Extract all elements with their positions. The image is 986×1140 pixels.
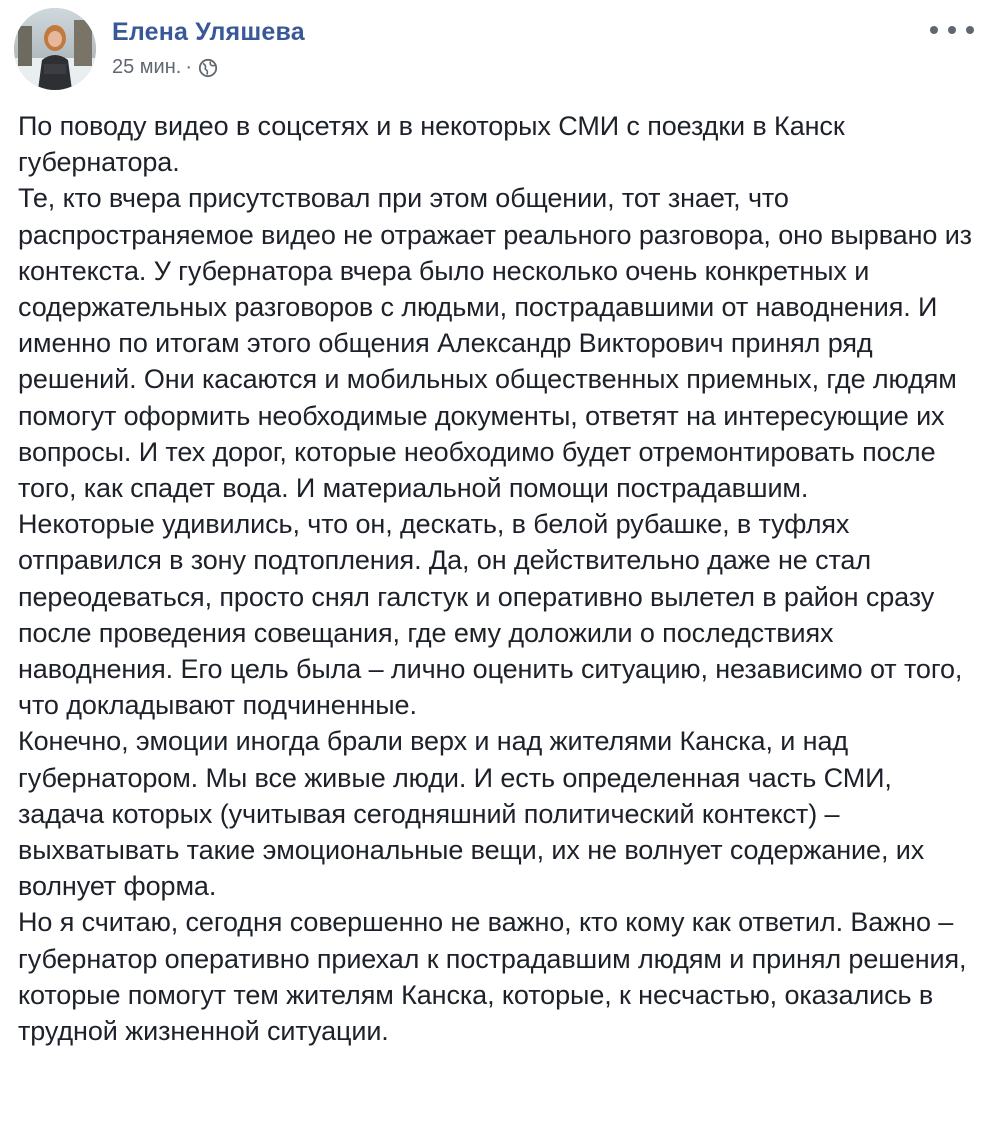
avatar-photo — [14, 8, 96, 90]
more-dot — [948, 26, 956, 34]
meta-separator: · — [185, 56, 192, 78]
more-options-icon[interactable] — [930, 18, 974, 42]
author-name[interactable]: Елена Уляшева — [112, 18, 305, 46]
post-time[interactable]: 25 мин. — [112, 56, 182, 78]
post-paragraph: Конечно, эмоции иногда брали верх и над жителями Канска, и над губернатором. Мы все живые люди. И есть определенная часть СМИ, задача которых (учитывая сегодняшний политический контекст) – выхватывать такие эмоциональные вещи, их не волнует содержание, их волнует форма. — [18, 726, 925, 902]
more-dot — [930, 26, 938, 34]
post-header — [14, 8, 974, 92]
avatar[interactable] — [14, 8, 96, 90]
more-dot — [966, 26, 974, 34]
post-paragraph: По поводу видео в соцсетях и в некоторых СМИ с поездки в Канск губернатора. — [18, 111, 845, 178]
post-paragraph: Некоторые удивились, что он, дескать, в белой рубашке, в туфлях отправился в зону подтопления. Да, он действительно даже не стал переодеваться, просто снял галстук и оперативно вылетел в район сразу после проведения совещания, где ему доложили о последствиях наводнения. Его цель была – лично оценить ситуацию, независимо от того, что докладывают подчиненные. — [18, 509, 963, 721]
globe-icon[interactable] — [198, 58, 218, 78]
post-paragraph: Те, кто вчера присутствовал при этом общении, тот знает, что распространяемое видео не отражает реального разговора, оно вырвано из контекста. У губернатора вчера было несколько очень конкретных и содержательных разговоров с людьми, пострадавшими от наводнения. И именно по итогам этого общения Александр Викторович принял ряд решений. Они касаются и мобильных общественных приемных, где людям помогут оформить необходимые документы, ответят на интересующие их вопросы. И тех дорог, которые необходимо будет отремонтировать после того, как спадет вода. И материальной помощи пострадавшим. — [18, 183, 972, 504]
post-meta — [112, 56, 218, 79]
post-paragraph: Но я считаю, сегодня совершенно не важно, кто кому как ответил. Важно – губернатор оперативно приехал к пострадавшим людям и принял решения, которые помогут тем жителям Канска, которые, к несчастью, оказались в трудной жизненной ситуации. — [18, 907, 967, 1047]
post-text — [18, 108, 973, 1049]
